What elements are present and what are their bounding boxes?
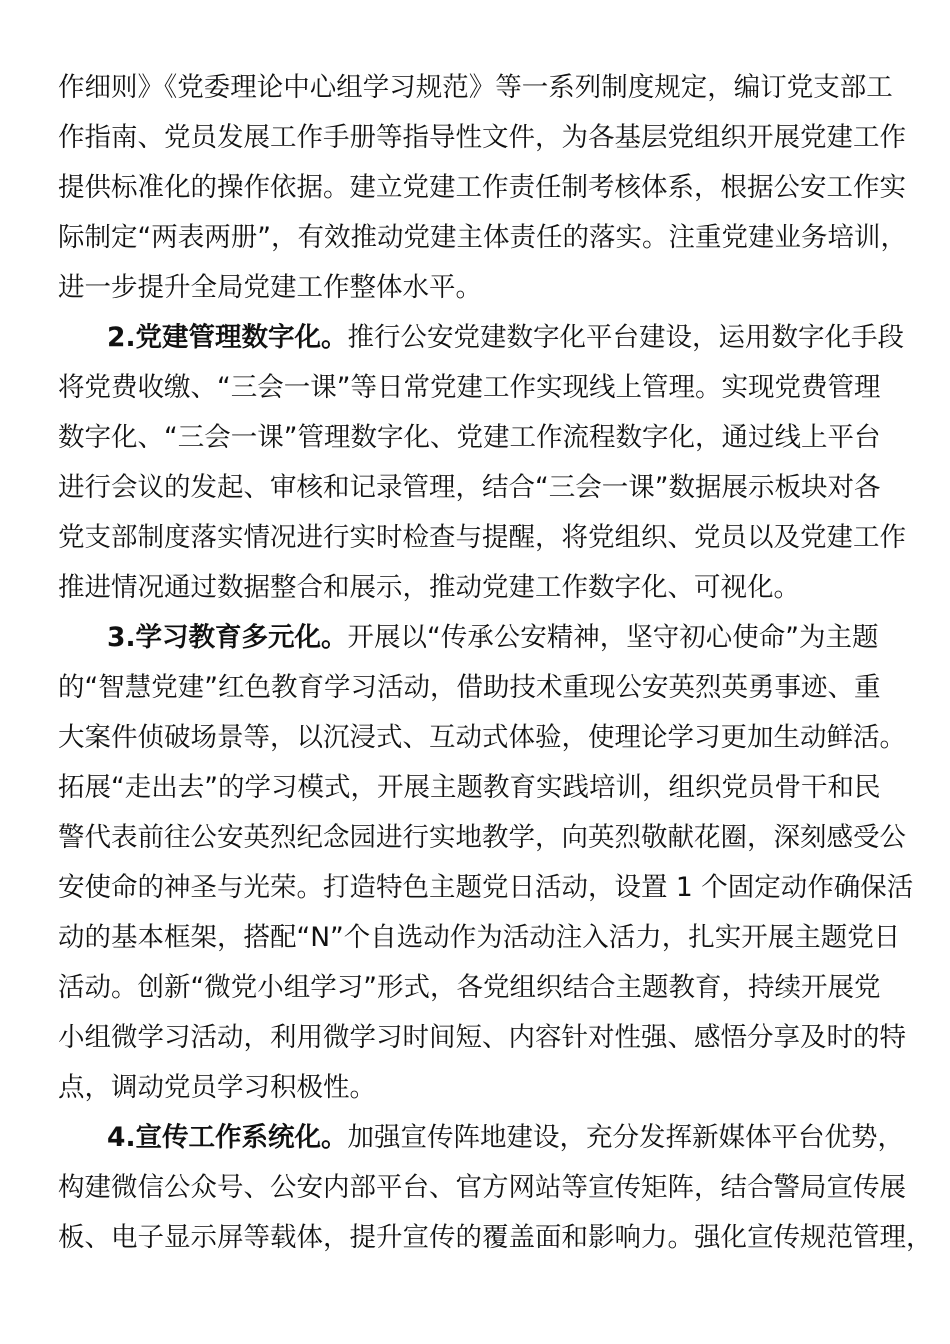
- text-line: 小组微学习活动，利用微学习时间短、内容针对性强、感悟分享及时的特: [58, 1022, 906, 1053]
- text-line: 大案件侦破场景等，以沉浸式、互动式体验，使理论学习更加生动鲜活。: [58, 722, 906, 753]
- heading-line-text: 加强宣传阵地建设，充分发挥新媒体平台优势，: [347, 1122, 905, 1153]
- text-line: 拓展“走出去”的学习模式，开展主题教育实践培训，组织党员骨干和民: [58, 772, 881, 803]
- paragraph-first-line: [58, 613, 904, 663]
- paragraph-1: [58, 63, 907, 313]
- text-line: 提供标准化的操作依据。建立党建工作责任制考核体系，根据公安工作实: [58, 172, 906, 203]
- document-page: [58, 63, 933, 1263]
- section-heading: 4.宣传工作系统化。: [107, 1122, 348, 1153]
- text-line: 推进情况通过数据整合和展示，推动党建工作数字化、可视化。: [58, 572, 800, 603]
- text-line: 点，调动党员学习积极性。: [58, 1072, 376, 1103]
- text-line: 构建微信公众号、公安内部平台、官方网站等宣传矩阵，结合警局宣传展: [58, 1172, 906, 1203]
- section-heading: 3.学习教育多元化。: [107, 622, 348, 653]
- text-line: 进一步提升全局党建工作整体水平。: [58, 272, 482, 303]
- text-line: 活动。创新“微党小组学习”形式，各党组织结合主题教育，持续开展党: [58, 972, 881, 1003]
- text-line: 党支部制度落实情况进行实时检查与提醒，将党组织、党员以及党建工作: [58, 522, 906, 553]
- text-line: 际制定“两表两册”，有效推动党建主体责任的落实。注重党建业务培训，: [58, 222, 907, 253]
- heading-line-text: 推行公安党建数字化平台建设，运用数字化手段: [347, 322, 905, 353]
- text-line: 将党费收缴、“三会一课”等日常党建工作实现线上管理。实现党费管理: [58, 372, 881, 403]
- paragraph-3: [58, 613, 914, 1113]
- text-line: 作指南、党员发展工作手册等指导性文件，为各基层党组织开展党建工作: [58, 122, 906, 153]
- paragraph-first-line: [58, 313, 904, 363]
- text-line: 动的基本框架，搭配“N”个自选动作为活动注入活力，扎实开展主题党日: [58, 922, 901, 953]
- text-line: 板、电子显示屏等载体，提升宣传的覆盖面和影响力。强化宣传规范管理，: [58, 1222, 933, 1253]
- text-line: 进行会议的发起、审核和记录管理，结合“三会一课”数据展示板块对各: [58, 472, 881, 503]
- section-heading: 2.党建管理数字化。: [107, 322, 348, 353]
- text-line: 作细则》《党委理论中心组学习规范》等一系列制度规定，编订党支部工: [58, 72, 893, 103]
- paragraph-4: [58, 1113, 933, 1263]
- heading-line-text: 开展以“传承公安精神，坚守初心使命”为主题: [347, 622, 879, 653]
- paragraph-first-line: [58, 1113, 904, 1163]
- paragraph-2: [58, 313, 904, 613]
- text-line: 警代表前往公安英烈纪念园进行实地教学，向英烈敬献花圈，深刻感受公: [58, 822, 906, 853]
- text-line: 数字化、“三会一课”管理数字化、党建工作流程数字化，通过线上平台: [58, 422, 881, 453]
- text-line: 的“智慧党建”红色教育学习活动，借助技术重现公安英烈英勇事迹、重: [58, 672, 881, 703]
- text-line: 安使命的神圣与光荣。打造特色主题党日活动，设置 1 个固定动作确保活: [58, 872, 914, 903]
